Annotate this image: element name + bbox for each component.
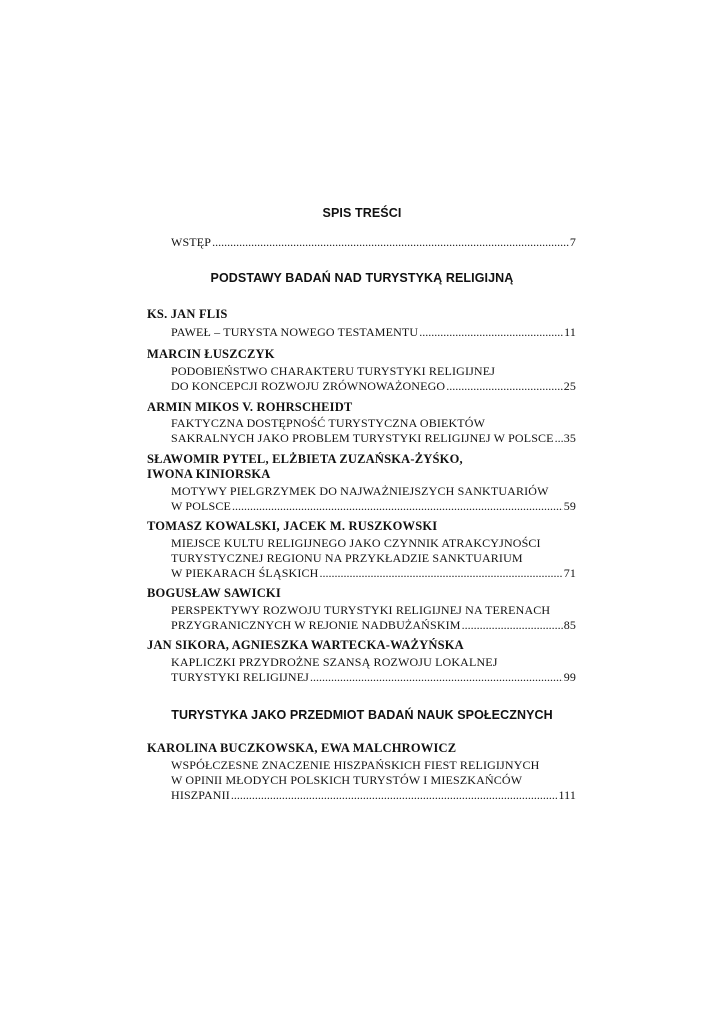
- entry-page: 59: [563, 499, 576, 513]
- entry-author: MARCIN ŁUSZCZYK: [147, 347, 275, 361]
- entry-page: 7: [569, 235, 576, 249]
- entry-title-line: MOTYWY PIELGRZYMEK DO NAJWAŻNIEJSZYCH SANKTUARIÓW: [171, 484, 549, 498]
- entry-author: KAROLINA BUCZKOWSKA, EWA MALCHROWICZ: [147, 741, 457, 755]
- toc-entry[interactable]: [171, 655, 576, 685]
- entry-page: 11: [564, 325, 576, 339]
- entry-author: ARMIN MIKOS V. ROHRSCHEIDT: [147, 400, 353, 414]
- entry-title-line: FAKTYCZNA DOSTĘPNOŚĆ TURYSTYCZNA OBIEKTÓW: [171, 416, 486, 430]
- entry-page: 35: [563, 431, 576, 445]
- leader-dots: [462, 618, 563, 633]
- entry-title: W PIEKARACH ŚLĄSKICH: [171, 566, 319, 580]
- leader-dots: [555, 431, 563, 446]
- entry-title: PRZYGRANICZNYCH W REJONIE NADBUŻAŃSKIM: [171, 618, 461, 632]
- section-heading: PODSTAWY BADAŃ NAD TURYSTYKĄ RELIGIJNĄ: [210, 271, 514, 285]
- toc-entry[interactable]: [171, 484, 576, 514]
- entry-title-line: MIEJSCE KULTU RELIGIJNEGO JAKO CZYNNIK ATRAKCYJNOŚCI: [171, 536, 541, 550]
- toc-entry[interactable]: [171, 364, 576, 394]
- entry-author: BOGUSŁAW SAWICKI: [147, 586, 281, 600]
- leader-dots: [446, 379, 562, 394]
- entry-page: 85: [563, 618, 576, 632]
- entry-title-line: PERSPEKTYWY ROZWOJU TURYSTYKI RELIGIJNEJ NA TERENACH: [171, 603, 551, 617]
- entry-title-line: TURYSTYCZNEJ REGIONU NA PRZYKŁADZIE SANKTUARIUM: [171, 551, 523, 565]
- entry-title-line: W OPINII MŁODYCH POLSKICH TURYSTÓW I MIESZKAŃCÓW: [171, 773, 523, 787]
- entry-title: SAKRALNYCH JAKO PROBLEM TURYSTYKI RELIGIJNEJ W POLSCE: [171, 431, 554, 445]
- toc-title: SPIS TREŚCI: [322, 206, 402, 220]
- entry-title-line: WSPÓŁCZESNE ZNACZENIE HISZPAŃSKICH FIEST RELIGIJNYCH: [171, 758, 540, 772]
- entry-author: [147, 452, 587, 482]
- entry-title: TURYSTYKI RELIGIJNEJ: [171, 670, 309, 684]
- entry-title: WSTĘP: [171, 235, 212, 249]
- entry-title-line: KAPLICZKI PRZYDROŻNE SZANSĄ ROZWOJU LOKALNEJ: [171, 655, 498, 669]
- leader-dots: [319, 566, 562, 581]
- toc-entry-intro[interactable]: [171, 235, 576, 250]
- leader-dots: [310, 670, 563, 685]
- toc-entry[interactable]: [171, 325, 576, 340]
- entry-page: 111: [558, 788, 576, 802]
- entry-title: PAWEŁ – TURYSTA NOWEGO TESTAMENTU: [171, 325, 419, 339]
- entry-page: 99: [563, 670, 576, 684]
- entry-author: KS. JAN FLIS: [147, 307, 228, 321]
- toc-entry[interactable]: [171, 758, 576, 803]
- entry-title: DO KONCEPCJI ROZWOJU ZRÓWNOWAŻONEGO: [171, 379, 446, 393]
- entry-author: TOMASZ KOWALSKI, JACEK M. RUSZKOWSKI: [147, 519, 438, 533]
- entry-page: 25: [563, 379, 576, 393]
- leader-dots: [212, 235, 569, 250]
- entry-page: 71: [563, 566, 576, 580]
- toc-entry[interactable]: [171, 603, 576, 633]
- entry-title: HISZPANII: [171, 788, 230, 802]
- entry-title: W POLSCE: [171, 499, 231, 513]
- toc-entry[interactable]: [171, 416, 576, 446]
- section-heading: TURYSTYKA JAKO PRZEDMIOT BADAŃ NAUK SPOŁECZNYCH: [171, 708, 553, 722]
- leader-dots: [231, 788, 558, 803]
- toc-entry[interactable]: [171, 536, 576, 581]
- entry-author-line: SŁAWOMIR PYTEL, ELŻBIETA ZUZAŃSKA-ŻYŚKO,: [147, 452, 463, 466]
- entry-author: JAN SIKORA, AGNIESZKA WARTECKA-WAŻYŃSKA: [147, 638, 464, 652]
- leader-dots: [232, 499, 563, 514]
- leader-dots: [419, 325, 563, 340]
- entry-title-line: PODOBIEŃSTWO CHARAKTERU TURYSTYKI RELIGIJNEJ: [171, 364, 496, 378]
- entry-author-line: IWONA KINIORSKA: [147, 467, 271, 481]
